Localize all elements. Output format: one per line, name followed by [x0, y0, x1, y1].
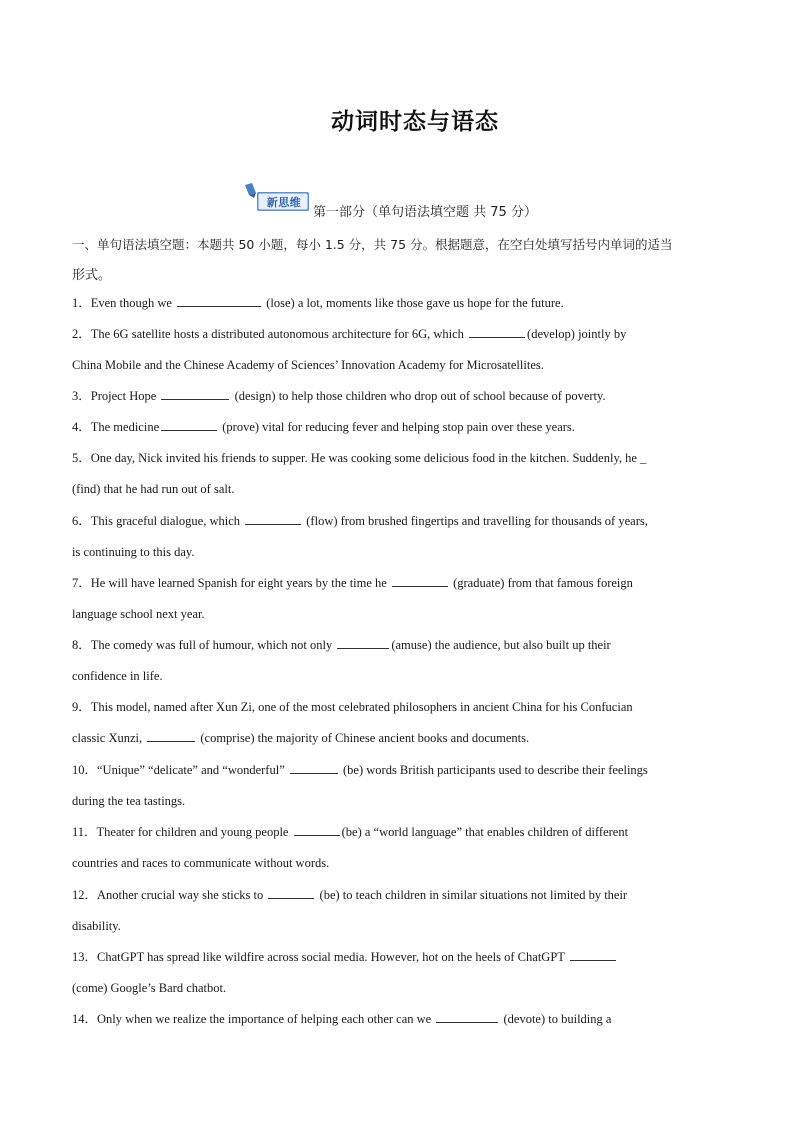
instruction-line: 形式。: [72, 268, 112, 283]
answer-blank[interactable]: [392, 585, 448, 587]
answer-blank[interactable]: [177, 305, 261, 307]
answer-blank[interactable]: [268, 897, 314, 899]
question-1: 1．Even though we (lose) a lot, moments like those gave us hope for the future.: [72, 296, 564, 310]
answer-blank[interactable]: [570, 959, 616, 961]
answer-blank[interactable]: [436, 1021, 498, 1023]
page-title: 动词时态与语态: [331, 109, 499, 135]
question-2: 2．The 6G satellite hosts a distributed autonomous architecture for 6G, which (develop) jointly by China Mobile and the Chinese Academy of Sciences’ Innovation Academy for Microsatellites.: [72, 327, 627, 372]
instruction-line: 一、单句语法填空题：本题共 50 小题，每小 1.5 分，共 75 分。根据题意，在空白处填写括号内单词的适当: [72, 237, 673, 252]
answer-blank[interactable]: [161, 398, 229, 400]
answer-blank[interactable]: [469, 336, 525, 338]
question-8: 8．The comedy was full of humour, which not only (amuse) the audience, but also built up their confidence in life.: [72, 638, 611, 683]
section-header: 第一部分（单句语法填空题 共 75 分）: [313, 205, 537, 220]
new-thinking-badge: [243, 182, 311, 212]
question-11: 11．Theater for children and young people (be) a “world language” that enables children of different countries and races to communicate without words.: [72, 825, 629, 870]
answer-blank[interactable]: [245, 523, 301, 525]
question-13: 13．ChatGPT has spread like wildfire across social media. However, hot on the heels of ChatGPT (come) Google’s Bard chatbot.: [72, 942, 732, 1004]
answer-blank[interactable]: [294, 834, 340, 836]
question-5: 5．One day, Nick invited his friends to supper. He was cooking some delicious food in the kitchen. Suddenly, he _ (find) that he had run out of salt.: [72, 451, 647, 496]
question-7: 7．He will have learned Spanish for eight years by the time he (graduate) from that famous foreign language school next year.: [72, 576, 633, 621]
question-10: 10．“Unique” “delicate” and “wonderful” (be) words British participants used to describe their feelings during the tea tastings.: [72, 763, 648, 808]
question-14: 14．Only when we realize the importance of helping each other can we (devote) to building a: [72, 1012, 612, 1026]
answer-blank[interactable]: [147, 740, 195, 742]
question-3: 3．Project Hope (design) to help those children who drop out of school because of poverty.: [72, 389, 606, 403]
answer-blank[interactable]: [337, 647, 389, 649]
answer-blank[interactable]: [290, 772, 338, 774]
instructions: [72, 229, 732, 291]
badge-text: 新思维: [266, 196, 302, 209]
question-9: 9．This model, named after Xun Zi, one of the most celebrated philosophers in ancient China for his Confucian classic Xunzi, (comprise) the majority of Chinese ancient books and documents.: [72, 700, 633, 745]
question-6: 6．This graceful dialogue, which (flow) from brushed fingertips and travelling for thousands of years, is continuing to this day.: [72, 514, 648, 559]
question-12: 12．Another crucial way she sticks to (be) to teach children in similar situations not limited by their disability.: [72, 888, 628, 933]
answer-blank[interactable]: [161, 429, 217, 431]
question-4: 4．The medicine (prove) vital for reducing fever and helping stop pain over these years.: [72, 420, 575, 434]
